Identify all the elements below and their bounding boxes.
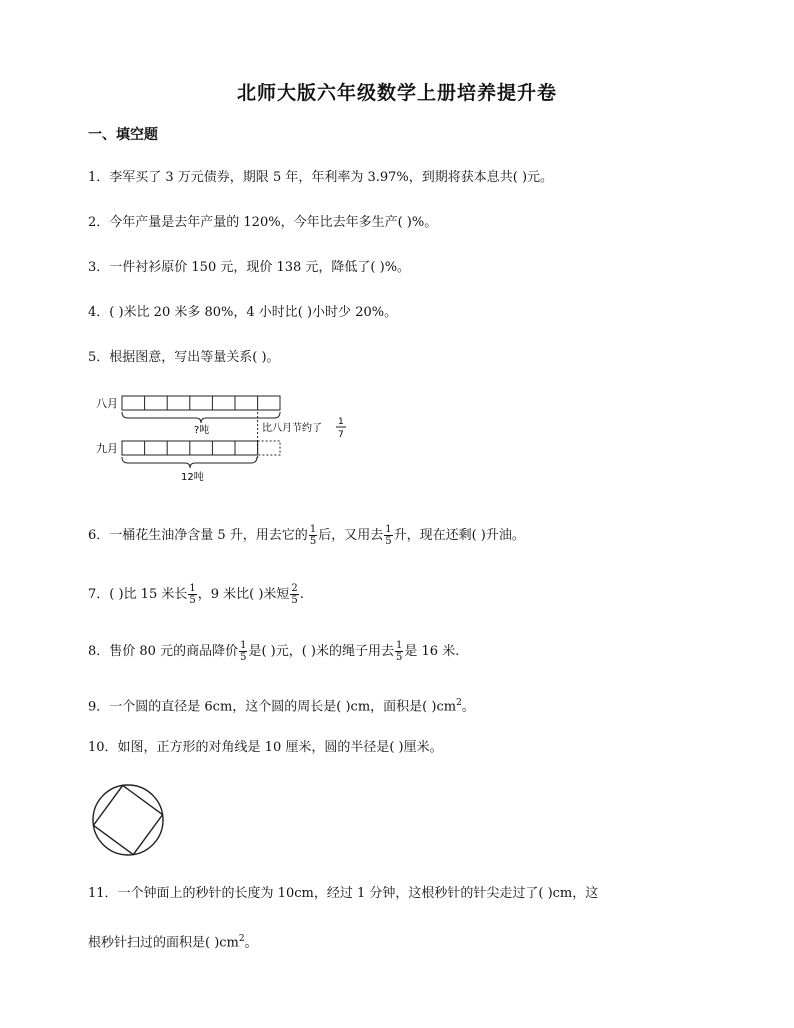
question-9-text-b: 。 [461,699,475,715]
question-6-text-b: 后，又用去 [318,528,384,543]
fraction-numerator: 1 [189,583,196,594]
question-11-text-a: 根秒针扫过的面积是( )cm [88,935,239,951]
fraction-denominator: 5 [189,595,196,606]
question-6 [88,524,525,547]
aug-bar [122,396,280,410]
saving-fraction-numerator: 1 [338,417,344,427]
fraction [290,583,298,606]
fraction [395,640,403,663]
question-3: 3．一件衬衫原价 150 元，现价 138 元，降低了( )%。 [88,260,411,275]
inscribed-square [93,785,162,854]
question-8-text-b: 是( )元，( )米的绳子用去 [248,644,395,659]
fraction-numerator: 1 [396,640,403,651]
fraction [384,524,392,547]
question-1: 1．李军买了 3 万元债券，期限 5 年，年利率为 3.97%，到期将获本息共( )元。 [88,170,554,185]
circle-shape [93,785,163,855]
aug-label: 八月 [96,397,118,410]
question-11-line-2 [88,929,258,953]
aug-total-label: ?吨 [194,425,210,436]
question-9-text-a: 9．一个圆的直径是 6cm，这个圆的周长是( )cm，面积是( )cm [88,699,457,715]
fraction-denominator: 5 [291,595,298,606]
saving-label: 比八月节约了 [262,423,322,434]
circle-square-figure [88,780,168,860]
sep-total-label: 12吨 [181,472,204,483]
fraction-denominator: 5 [309,536,317,547]
saving-fraction-denominator: 7 [338,430,344,440]
section-heading-fill-in: 一、填空题 [88,127,158,143]
question-10: 10．如图，正方形的对角线是 10 厘米，圆的半径是( )厘米。 [88,740,443,755]
question-8-text-a: 8．售价 80 元的商品降价 [88,644,239,659]
question-4: 4．( )米比 20 米多 80%，4 小时比( )小时少 20%。 [88,305,398,320]
fraction-denominator: 5 [396,652,403,663]
sep-saved-segment [258,441,280,455]
aug-brace [122,412,280,423]
fraction-denominator: 5 [240,652,247,663]
question-2: 2．今年产量是去年产量的 120%，今年比去年多生产( )%。 [88,215,438,230]
question-6-text-a: 6．一桶花生油净含量 5 升，用去它的 [88,528,308,543]
question-7-text-c: . [299,587,304,602]
superscript: 2 [238,934,245,944]
fraction-denominator: 5 [385,536,392,547]
question-9 [88,693,475,717]
question-7-text-a: 7．( )比 15 米长 [88,587,188,602]
fraction-numerator: 2 [291,583,298,594]
fraction [239,640,247,663]
question-7-text-b: ，9 米比( )米短 [197,587,290,602]
question-8 [88,640,459,663]
question-11-line-1: 11．一个钟面上的秒针的长度为 10cm，经过 1 分钟，这根秒针的针尖走过了( )cm，这 [88,886,599,901]
sep-brace [122,457,257,468]
fraction-numerator: 1 [385,524,392,535]
fraction-numerator: 1 [309,524,317,535]
fraction [188,583,196,606]
question-6-text-c: 升，现在还剩( )升油。 [393,528,525,543]
sep-label: 九月 [96,442,118,455]
sep-bar [122,441,258,455]
fraction [309,524,317,547]
question-11-text-b: 。 [244,935,258,951]
question-8-text-c: 是 16 米. [404,644,460,659]
bar-diagram [88,388,388,488]
page-title: 北师大版六年级数学上册培养提升卷 [236,82,557,104]
fraction-numerator: 1 [240,640,247,651]
question-7 [88,583,304,606]
question-5: 5．根据图意，写出等量关系( )。 [88,350,280,365]
superscript: 2 [456,698,462,708]
